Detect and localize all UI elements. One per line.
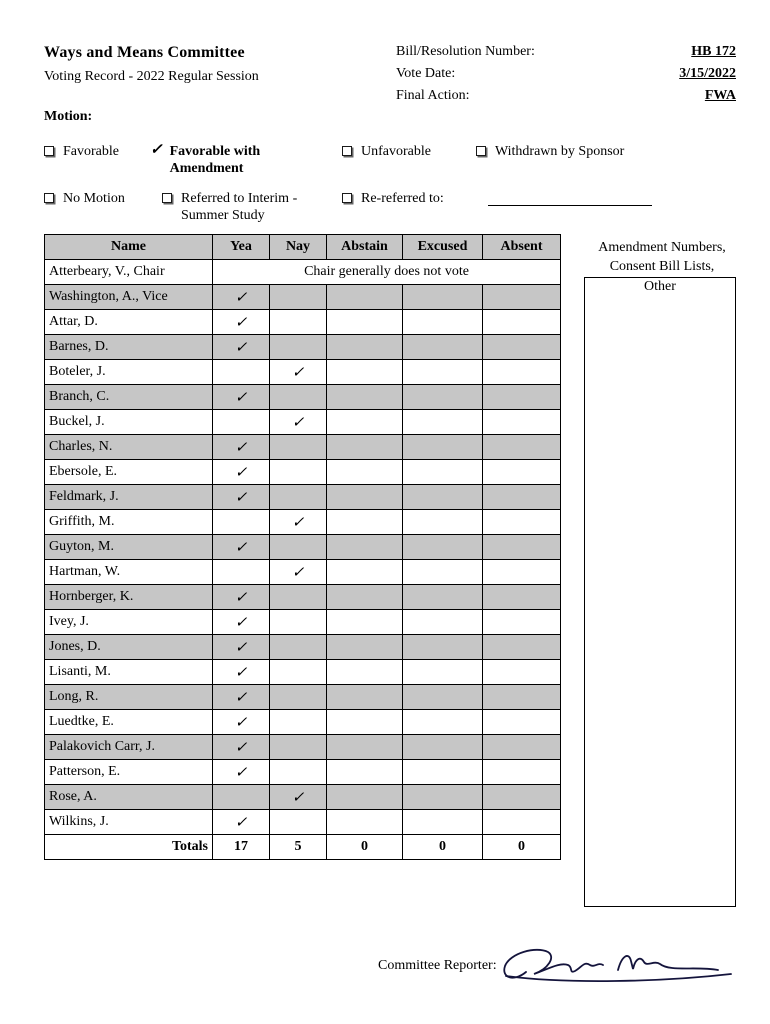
option-label-withdrawn: Withdrawn by Sponsor — [495, 144, 625, 159]
vote-cell-absent — [483, 660, 561, 685]
checkbox-withdrawn[interactable] — [476, 143, 624, 160]
vote-check-yea: ✓ — [213, 485, 270, 510]
total-yea: 17 — [213, 835, 270, 860]
total-excused: 0 — [403, 835, 483, 860]
option-label-unfavorable: Unfavorable — [361, 144, 431, 159]
vote-check-nay: ✓ — [270, 360, 327, 385]
table-row — [45, 310, 561, 335]
vote-cell-abstain — [327, 585, 403, 610]
vote-cell-absent — [483, 785, 561, 810]
member-name: Jones, D. — [45, 635, 213, 660]
member-name: Patterson, E. — [45, 760, 213, 785]
committee-title: Ways and Means Committee — [44, 44, 245, 61]
vote-cell-excused — [403, 660, 483, 685]
totals-row — [45, 835, 561, 860]
table-row — [45, 535, 561, 560]
table-row — [45, 460, 561, 485]
option-label-favorable: Favorable — [63, 144, 119, 159]
vote-cell-yea — [213, 560, 270, 585]
option-label-no-motion: No Motion — [63, 191, 125, 206]
member-name: Washington, A., Vice — [45, 285, 213, 310]
vote-cell-absent — [483, 360, 561, 385]
member-name: Ebersole, E. — [45, 460, 213, 485]
vote-cell-absent — [483, 435, 561, 460]
vote-cell-nay — [270, 535, 327, 560]
col-header-nay: Nay — [270, 235, 327, 260]
table-row — [45, 710, 561, 735]
header-left — [44, 44, 259, 85]
total-absent: 0 — [483, 835, 561, 860]
vote-cell-absent — [483, 460, 561, 485]
member-name: Charles, N. — [45, 435, 213, 460]
table-row — [45, 510, 561, 535]
col-header-yea: Yea — [213, 235, 270, 260]
table-row — [45, 810, 561, 835]
vote-cell-excused — [403, 585, 483, 610]
checkbox-icon[interactable] — [342, 146, 352, 156]
vote-cell-excused — [403, 785, 483, 810]
member-name: Palakovich Carr, J. — [45, 735, 213, 760]
vote-check-yea: ✓ — [213, 685, 270, 710]
vote-cell-abstain — [327, 735, 403, 760]
checkbox-icon[interactable] — [162, 193, 172, 203]
checkbox-icon[interactable] — [44, 193, 54, 203]
member-name: Griffith, M. — [45, 510, 213, 535]
vote-check-nay: ✓ — [270, 785, 327, 810]
table-row — [45, 760, 561, 785]
totals-label: Totals — [45, 835, 213, 860]
re-referred-blank-field[interactable] — [488, 190, 652, 206]
table-row — [45, 660, 561, 685]
checkbox-referred-interim[interactable] — [162, 190, 339, 224]
vote-cell-nay — [270, 685, 327, 710]
vote-cell-excused — [403, 360, 483, 385]
vote-cell-abstain — [327, 385, 403, 410]
vote-check-yea: ✓ — [213, 635, 270, 660]
chair-note: Chair generally does not vote — [213, 260, 561, 285]
final-action-label: Final Action: — [396, 88, 470, 103]
table-row — [45, 585, 561, 610]
vote-cell-excused — [403, 510, 483, 535]
vote-cell-yea — [213, 510, 270, 535]
checkbox-favorable-with-amendment[interactable] — [150, 143, 282, 177]
option-label-favorable-with-amendment: Favorable with Amendment — [169, 144, 261, 176]
vote-cell-abstain — [327, 785, 403, 810]
bill-number-label: Bill/Resolution Number: — [396, 44, 535, 59]
vote-cell-abstain — [327, 435, 403, 460]
table-row — [45, 685, 561, 710]
vote-cell-absent — [483, 510, 561, 535]
vote-check-yea: ✓ — [213, 710, 270, 735]
vote-cell-abstain — [327, 710, 403, 735]
vote-check-yea: ✓ — [213, 310, 270, 335]
amendments-heading-line2: Consent Bill Lists, — [609, 259, 715, 274]
vote-cell-nay — [270, 660, 327, 685]
amendments-heading-line3: Other — [644, 279, 676, 294]
member-name: Feldmark, J. — [45, 485, 213, 510]
table-row — [45, 610, 561, 635]
vote-check-nay: ✓ — [270, 510, 327, 535]
record-subtitle: Voting Record - 2022 Regular Session — [44, 69, 259, 84]
vote-cell-absent — [483, 535, 561, 560]
vote-cell-abstain — [327, 460, 403, 485]
total-nay: 5 — [270, 835, 327, 860]
checkbox-re-referred[interactable] — [342, 190, 444, 207]
col-header-absent: Absent — [483, 235, 561, 260]
vote-cell-abstain — [327, 660, 403, 685]
vote-cell-excused — [403, 460, 483, 485]
committee-reporter-label: Committee Reporter: — [378, 958, 497, 973]
checkbox-icon[interactable] — [342, 193, 352, 203]
vote-cell-excused — [403, 710, 483, 735]
vote-cell-excused — [403, 760, 483, 785]
vote-cell-abstain — [327, 685, 403, 710]
checkbox-icon[interactable] — [476, 146, 486, 156]
option-label-referred-interim: Referred to Interim - Summer Study — [181, 191, 298, 223]
vote-cell-abstain — [327, 335, 403, 360]
header-right — [396, 44, 736, 110]
final-action-value: FWA — [704, 88, 736, 103]
table-row — [45, 735, 561, 760]
member-name: Ivey, J. — [45, 610, 213, 635]
vote-cell-nay — [270, 460, 327, 485]
checkbox-icon[interactable] — [44, 146, 54, 156]
vote-check-yea: ✓ — [213, 435, 270, 460]
vote-cell-absent — [483, 685, 561, 710]
vote-cell-yea — [213, 360, 270, 385]
vote-cell-nay — [270, 760, 327, 785]
motion-section-label: Motion: — [44, 109, 93, 124]
vote-cell-excused — [403, 410, 483, 435]
vote-cell-nay — [270, 710, 327, 735]
vote-check-yea: ✓ — [213, 460, 270, 485]
vote-cell-excused — [403, 385, 483, 410]
vote-table-header-row — [45, 235, 561, 260]
vote-cell-nay — [270, 585, 327, 610]
vote-cell-excused — [403, 535, 483, 560]
vote-cell-abstain — [327, 485, 403, 510]
vote-check-yea: ✓ — [213, 660, 270, 685]
final-action-row — [396, 88, 736, 104]
vote-check-yea: ✓ — [213, 535, 270, 560]
vote-cell-excused — [403, 560, 483, 585]
vote-cell-absent — [483, 410, 561, 435]
bill-number-row — [396, 44, 736, 60]
vote-cell-absent — [483, 760, 561, 785]
vote-cell-absent — [483, 485, 561, 510]
vote-check-yea: ✓ — [213, 810, 270, 835]
member-name: Attar, D. — [45, 310, 213, 335]
checkbox-favorable[interactable] — [44, 143, 119, 160]
vote-cell-abstain — [327, 310, 403, 335]
vote-cell-abstain — [327, 410, 403, 435]
table-row — [45, 285, 561, 310]
vote-cell-abstain — [327, 285, 403, 310]
vote-cell-nay — [270, 385, 327, 410]
vote-check-yea: ✓ — [213, 285, 270, 310]
vote-check-yea: ✓ — [213, 610, 270, 635]
vote-cell-absent — [483, 635, 561, 660]
vote-cell-abstain — [327, 610, 403, 635]
vote-cell-absent — [483, 560, 561, 585]
vote-check-yea: ✓ — [213, 760, 270, 785]
vote-check-nay: ✓ — [270, 560, 327, 585]
col-header-name: Name — [45, 235, 213, 260]
vote-table-rows — [45, 260, 561, 835]
table-row — [45, 560, 561, 585]
vote-cell-nay — [270, 335, 327, 360]
vote-cell-excused — [403, 285, 483, 310]
table-row — [45, 385, 561, 410]
table-row — [45, 335, 561, 360]
amendments-heading — [576, 238, 748, 276]
vote-cell-yea — [213, 785, 270, 810]
col-header-abstain: Abstain — [327, 235, 403, 260]
table-row — [45, 485, 561, 510]
checkbox-no-motion[interactable] — [44, 190, 125, 207]
vote-cell-absent — [483, 735, 561, 760]
table-row — [45, 260, 561, 285]
member-name: Hornberger, K. — [45, 585, 213, 610]
member-name: Rose, A. — [45, 785, 213, 810]
reporter-signature[interactable] — [496, 936, 746, 999]
col-header-excused: Excused — [403, 235, 483, 260]
vote-cell-nay — [270, 735, 327, 760]
vote-cell-excused — [403, 335, 483, 360]
vote-cell-excused — [403, 435, 483, 460]
vote-table — [44, 234, 561, 860]
table-row — [45, 435, 561, 460]
vote-cell-abstain — [327, 560, 403, 585]
vote-cell-abstain — [327, 510, 403, 535]
table-row — [45, 410, 561, 435]
vote-date-value: 3/15/2022 — [679, 66, 736, 81]
vote-cell-absent — [483, 285, 561, 310]
vote-cell-excused — [403, 685, 483, 710]
check-icon: ✓ — [150, 142, 163, 158]
table-row — [45, 635, 561, 660]
vote-date-label: Vote Date: — [396, 66, 456, 81]
vote-cell-absent — [483, 385, 561, 410]
vote-cell-nay — [270, 310, 327, 335]
vote-check-yea: ✓ — [213, 385, 270, 410]
member-name: Branch, C. — [45, 385, 213, 410]
vote-date-row — [396, 66, 736, 82]
vote-cell-excused — [403, 610, 483, 635]
vote-cell-abstain — [327, 360, 403, 385]
vote-cell-excused — [403, 810, 483, 835]
member-name: Buckel, J. — [45, 410, 213, 435]
member-name: Guyton, M. — [45, 535, 213, 560]
signature-icon — [496, 936, 746, 994]
vote-cell-excused — [403, 485, 483, 510]
total-abstain: 0 — [327, 835, 403, 860]
vote-cell-nay — [270, 285, 327, 310]
vote-cell-abstain — [327, 535, 403, 560]
member-name: Boteler, J. — [45, 360, 213, 385]
vote-cell-abstain — [327, 635, 403, 660]
vote-check-yea: ✓ — [213, 335, 270, 360]
vote-cell-abstain — [327, 810, 403, 835]
member-name: Atterbeary, V., Chair — [45, 260, 213, 285]
vote-cell-excused — [403, 310, 483, 335]
member-name: Wilkins, J. — [45, 810, 213, 835]
vote-cell-nay — [270, 810, 327, 835]
table-row — [45, 785, 561, 810]
member-name: Barnes, D. — [45, 335, 213, 360]
table-row — [45, 360, 561, 385]
member-name: Long, R. — [45, 685, 213, 710]
amendments-heading-line1: Amendment Numbers, — [598, 240, 726, 255]
vote-cell-excused — [403, 635, 483, 660]
vote-check-nay: ✓ — [270, 410, 327, 435]
member-name: Lisanti, M. — [45, 660, 213, 685]
vote-cell-absent — [483, 310, 561, 335]
vote-cell-abstain — [327, 760, 403, 785]
vote-cell-absent — [483, 585, 561, 610]
vote-check-yea: ✓ — [213, 585, 270, 610]
vote-cell-absent — [483, 810, 561, 835]
vote-cell-absent — [483, 610, 561, 635]
vote-cell-nay — [270, 435, 327, 460]
bill-number-value: HB 172 — [691, 44, 736, 59]
vote-check-yea: ✓ — [213, 735, 270, 760]
vote-cell-absent — [483, 710, 561, 735]
member-name: Hartman, W. — [45, 560, 213, 585]
amendments-notes-box[interactable] — [584, 277, 736, 907]
vote-cell-yea — [213, 410, 270, 435]
vote-cell-nay — [270, 610, 327, 635]
member-name: Luedtke, E. — [45, 710, 213, 735]
vote-cell-nay — [270, 485, 327, 510]
vote-cell-absent — [483, 335, 561, 360]
option-label-re-referred: Re-referred to: — [361, 191, 444, 206]
vote-cell-excused — [403, 735, 483, 760]
vote-cell-nay — [270, 635, 327, 660]
checkbox-unfavorable[interactable] — [342, 143, 431, 160]
